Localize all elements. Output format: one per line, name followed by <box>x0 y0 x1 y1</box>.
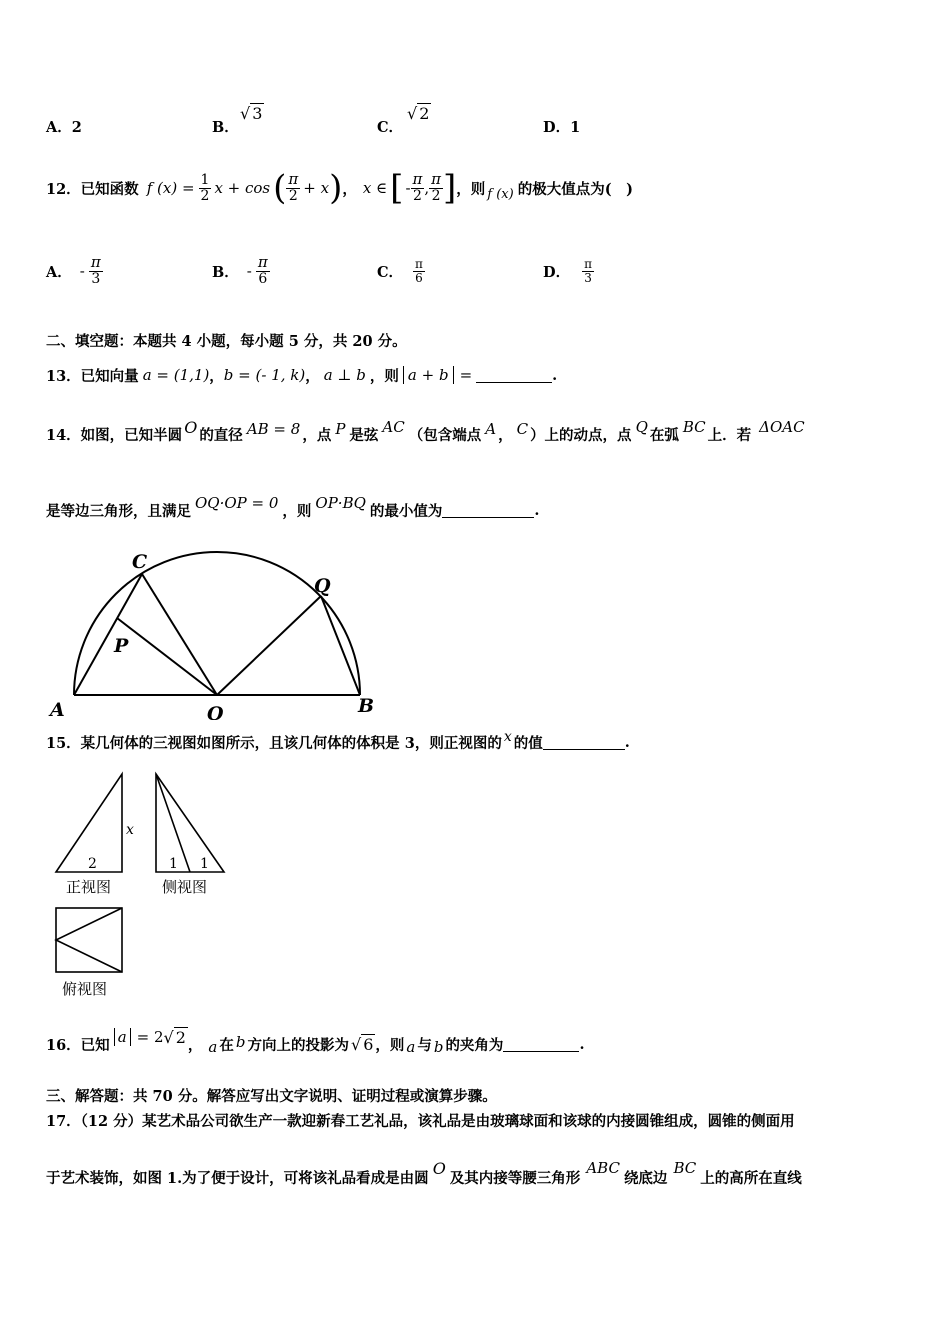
q16-answer-blank <box>503 1037 579 1052</box>
top-view-caption: 俯视图 <box>62 982 108 998</box>
segment-oq <box>217 596 321 695</box>
q14-stem-line2: 是等边三角形，且满足 OQ·OP = 0 ，则 OP·BQ 的最小值为 . <box>46 494 540 520</box>
chord-ac <box>74 574 142 695</box>
section-2-title: 二、填空题：本题共 4 小题，每小题 5 分，共 20 分。 <box>46 333 407 350</box>
side-view-label-right: 1 <box>200 856 209 872</box>
segment-qb <box>321 596 360 695</box>
q11-option-c-value: √ 2 <box>407 104 430 123</box>
side-view-caption: 侧视图 <box>162 880 208 896</box>
front-view-side-label: x <box>126 822 134 838</box>
q14-stem-line1: 14．如图，已知半圆 O 的直径 AB = 8 ，点 P 是弦 AC （包含端点 A ， C ）上的动点，点 Q 在弧 BC 上．若 ΔOAC <box>46 417 805 444</box>
q15-stem: 15．某几何体的三视图如图所示，且该几何体的体积是 3，则正视图的 x 的值 . <box>46 729 630 752</box>
top-view-rect <box>56 908 122 972</box>
q11-option-b-label: B． <box>212 119 239 136</box>
q12-option-c: C． $\frac{\pi}{6}$ <box>377 256 423 285</box>
q12-stem: 12．已知函数 f (x) = $\frac{1}{2}$ x + cos ( $\frac{\pi}{2}$ + x ) ， x ∈ [ - $\frac{\pi}{2}$ , $\frac{\pi}{2}$ ] ，则 f (x) 的极大值点为( ) <box>46 168 633 208</box>
q12-option-d: D． $\frac{\pi}{3}$ <box>543 256 592 285</box>
top-view-triangle <box>56 908 122 972</box>
fig14-label-a: A <box>50 699 65 720</box>
semicircle-arc <box>74 552 360 695</box>
q13-answer-blank <box>476 368 552 383</box>
side-view-shape <box>156 774 224 872</box>
q16-stem: 16．已知 a = 2 √ 2 ， a 在 b 方向上的投影为 √ 6 ，则 a 与 b 的夹角为 . <box>46 1027 585 1056</box>
fig14-label-p: P <box>114 635 129 657</box>
q11-option-c-label: C． <box>377 119 404 136</box>
q17-line1: 17．（12 分）某艺术品公司欲生产一款迎新春工艺礼品，该礼品是由玻璃球面和该球的内接圆锥组成，圆锥的侧面用 <box>46 1113 795 1130</box>
q11-option-b-value: √ 3 <box>240 104 263 123</box>
q14-answer-blank <box>442 503 534 518</box>
q15-three-views-figure <box>50 768 240 1004</box>
side-view-label-left: 1 <box>169 856 178 872</box>
q14-semicircle-figure <box>44 548 384 720</box>
segment-co <box>142 574 217 695</box>
section-3-title: 三、解答题：共 70 分。解答应写出文字说明、证明过程或演算步骤。 <box>46 1088 497 1105</box>
fig14-label-o: O <box>207 703 224 720</box>
q17-line2: 于艺术装饰，如图 1.为了便于设计，可将该礼品看成是由圆 O 及其内接等腰三角形 ABC 绕底边 BC 上的高所在直线 <box>46 1158 802 1187</box>
q12-option-a: A． - $\frac{\pi}{3}$ <box>46 253 101 288</box>
q15-answer-blank <box>543 735 625 750</box>
q13-norm: a + b <box>403 366 454 384</box>
q12-option-b: B． - $\frac{\pi}{6}$ <box>212 253 268 288</box>
front-view-caption: 正视图 <box>66 880 112 896</box>
q13-stem: 13．已知向量 a = (1,1) ， b = (- 1, k) ， a ⊥ b ，则 a + b = . <box>46 366 558 385</box>
fig14-label-q: Q <box>314 575 331 597</box>
q11-option-a: A．2 <box>46 119 82 136</box>
fig14-label-c: C <box>132 551 148 573</box>
front-view-base-label: 2 <box>88 856 97 872</box>
q11-option-d: D．1 <box>543 119 581 136</box>
fig14-label-b: B <box>358 695 375 717</box>
segment-po <box>117 618 217 695</box>
